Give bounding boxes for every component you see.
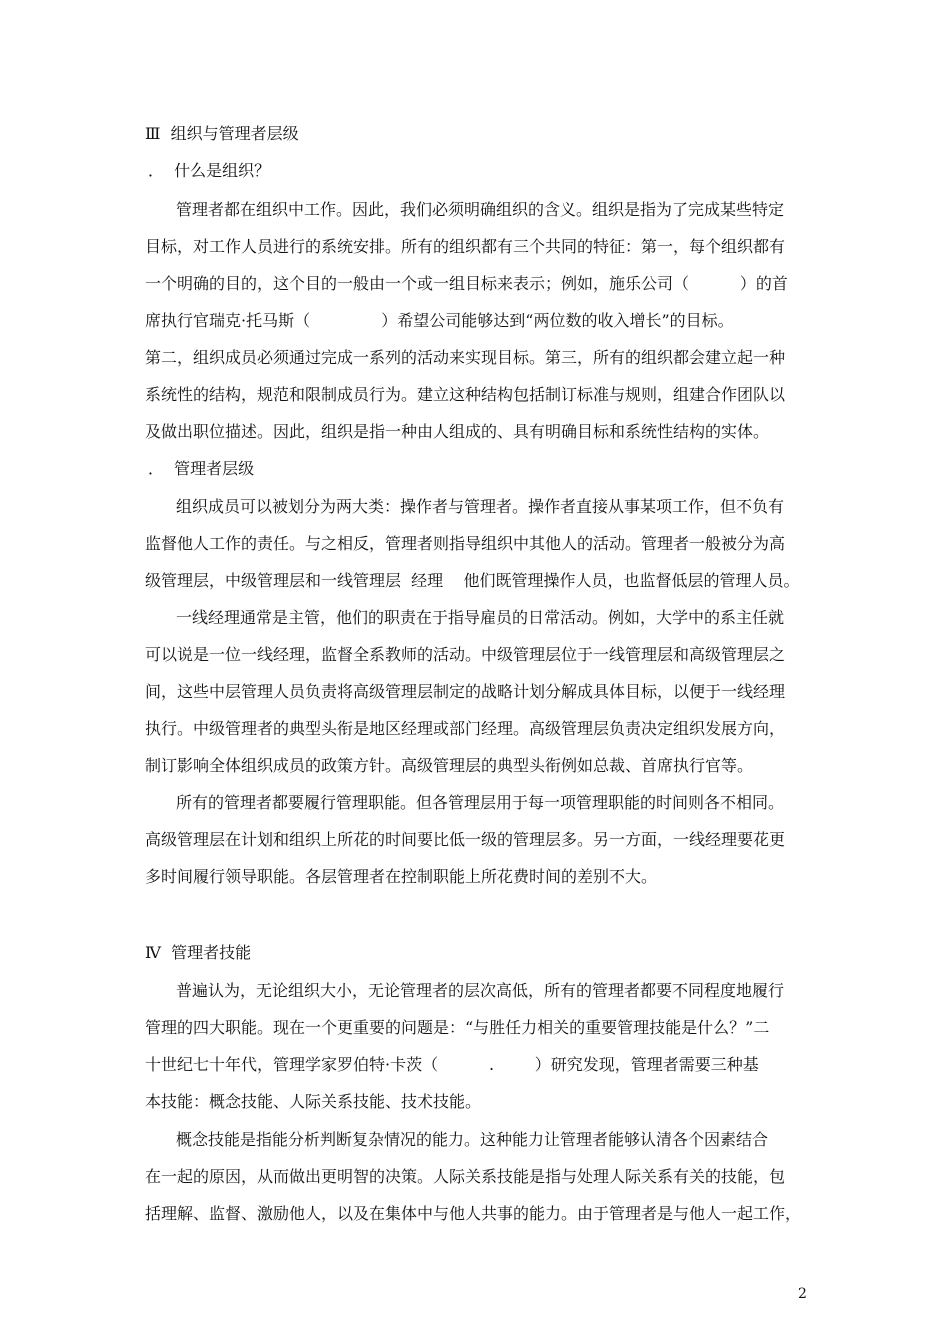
- subheading-what-is-organization: ． 什么是组织？: [148, 161, 271, 180]
- paragraph-line: 监督他人工作的责任。与之相反，管理者则指导组织中其他人的活动。管理者一般被分为高: [145, 534, 786, 553]
- paragraph-line: 组织成员可以被划分为两大类：操作者与管理者。操作者直接从事某项工作，但不负有: [176, 497, 785, 516]
- paragraph-line: 执行。中级管理者的典型头衔是地区经理或部门经理。高级管理层负责决定组织发展方向，: [145, 719, 786, 738]
- paragraph-line: 一个明确的目的，这个目的一般由一个或一组目标来表示；例如，施乐公司（ ）的首: [145, 274, 788, 293]
- paragraph-line: 十世纪七十年代，管理学家罗伯特·卡茨（ . ）研究发现，管理者需要三种基: [145, 1055, 759, 1074]
- paragraph-line: 所有的管理者都要履行管理职能。但各管理层用于每一项管理职能的时间则各不相同。: [176, 793, 785, 812]
- page-number: 2: [798, 1286, 807, 1302]
- paragraph-line: 间，这些中层管理人员负责将高级管理层制定的战略计划分解成具体目标，以便于一线经理: [145, 682, 786, 701]
- paragraph-line: 一线经理通常是主管，他们的职责在于指导雇员的日常活动。例如，大学中的系主任就: [176, 608, 785, 627]
- paragraph-line: 本技能：概念技能、人际关系技能、技术技能。: [145, 1092, 482, 1111]
- paragraph-line: 管理的四大职能。现在一个更重要的问题是：“与胜任力相关的重要管理技能是什么？”二: [145, 1018, 770, 1037]
- paragraph-line: 目标，对工作人员进行的系统安排。所有的组织都有三个共同的特征：第一，每个组织都有: [145, 237, 786, 256]
- paragraph-line: 制订影响全体组织成员的政策方针。高级管理层的典型头衔例如总裁、首席执行官等。: [145, 756, 754, 775]
- paragraph-line: 及做出职位描述。因此，组织是指一种由人组成的、具有明确目标和系统性结构的实体。: [145, 422, 770, 441]
- section-4-heading: Ⅳ 管理者技能: [145, 943, 252, 962]
- paragraph-line: 第二，组织成员必须通过完成一系列的活动来实现目标。第三，所有的组织都会建立起一种: [145, 348, 786, 367]
- section-3-heading: Ⅲ 组织与管理者层级: [145, 124, 299, 143]
- paragraph-line: 普遍认为，无论组织大小，无论管理者的层次高低，所有的管理者都要不同程度地履行: [176, 981, 785, 1000]
- paragraph-line: 括理解、监督、激励他人，以及在集体中与他人共事的能力。由于管理者是与他人一起工作，: [145, 1204, 802, 1223]
- paragraph-line: 概念技能是指能分析判断复杂情况的能力。这种能力让管理者能够认清各个因素结合: [176, 1130, 769, 1149]
- paragraph-line: 多时间履行领导职能。各层管理者在控制职能上所花费时间的差别不大。: [145, 867, 658, 886]
- paragraph-line: 可以说是一位一线经理，监督全系教师的活动。中级管理层位于一线管理层和高级管理层之: [145, 645, 786, 664]
- paragraph-line: 系统性的结构，规范和限制成员行为。建立这种结构包括制订标准与规则，组建合作团队以: [145, 385, 786, 404]
- subheading-manager-levels: ． 管理者层级: [148, 459, 255, 478]
- paragraph-line: 席执行官瑞克·托马斯（ ）希望公司能够达到“两位数的收入增长”的目标。: [145, 311, 734, 330]
- paragraph-line: 级管理层，中级管理层和一线管理层 经理 他们既管理操作人员，也监督低层的管理人员。: [145, 571, 800, 590]
- paragraph-line: 高级管理层在计划和组织上所花的时间要比低一级的管理层多。另一方面，一线经理要花更: [145, 830, 786, 849]
- paragraph-line: 在一起的原因，从而做出更明智的决策。人际关系技能是指与处理人际关系有关的技能，包: [145, 1167, 786, 1186]
- paragraph-line: 管理者都在组织中工作。因此，我们必须明确组织的含义。组织是指为了完成某些特定: [176, 200, 785, 219]
